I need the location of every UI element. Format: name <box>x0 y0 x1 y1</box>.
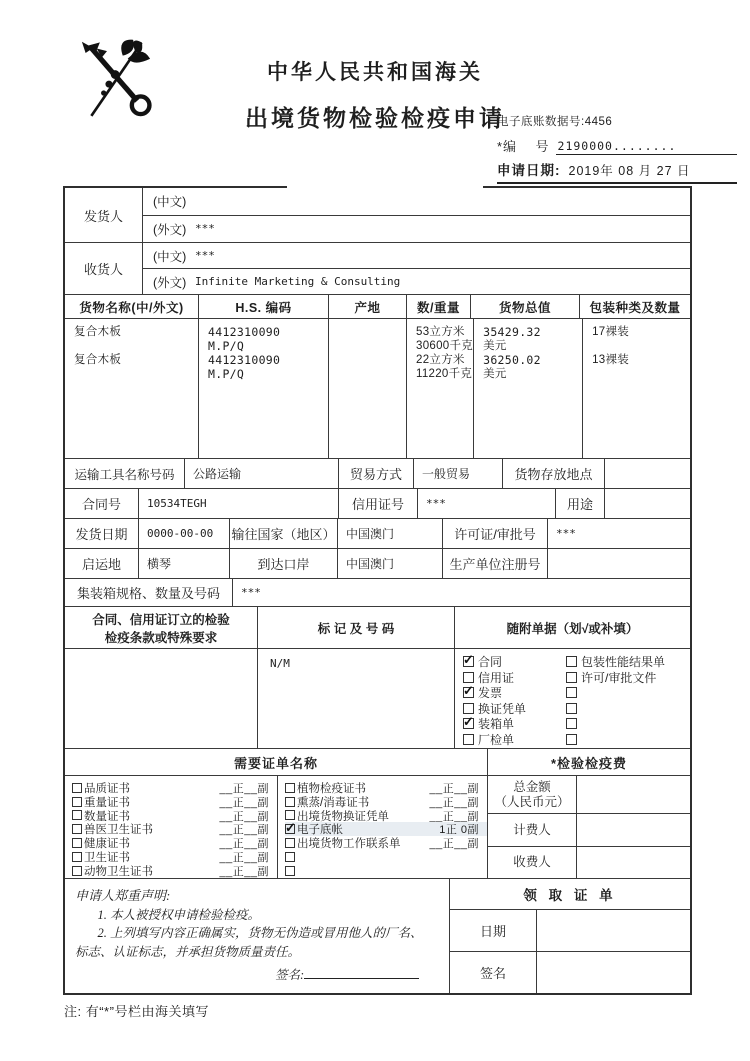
chinese-sublabel: (中文) <box>153 195 187 210</box>
serial-value: 2190000........ <box>556 139 737 155</box>
marks-body-row <box>65 648 690 748</box>
permit-value: *** <box>547 519 690 548</box>
checkbox-icon <box>285 838 295 848</box>
certificate-item: 重量证书 __正__副 <box>72 795 277 809</box>
trade-mode-value: 一般贸易 <box>413 459 502 488</box>
currency: 美元 <box>483 368 507 380</box>
consignee-row <box>65 242 690 294</box>
departure-row <box>65 548 690 578</box>
collector-label: 收费人 <box>513 855 551 870</box>
storage-location-label: 货物存放地点 <box>502 459 604 488</box>
quantity: 22立方米 <box>416 354 465 366</box>
footer-note: 注: 有“*”号栏由海关填写 <box>64 1004 209 1019</box>
consignee-fn-value: Infinite Marketing & Consulting <box>195 275 401 288</box>
checkbox-icon <box>463 718 474 729</box>
hs-suffix: M.P/Q <box>208 339 245 353</box>
origin <box>329 353 406 367</box>
weight: 11220千克 <box>416 368 473 380</box>
pickup-section <box>449 879 690 993</box>
certificate-item: 植物检疫证书 __正__副 <box>285 781 487 795</box>
package: 17裸装 <box>592 326 630 338</box>
application-date-value: 2019年 08 月 27 日 <box>568 164 691 178</box>
checkbox-icon <box>566 718 577 729</box>
attached-doc-item <box>566 732 690 748</box>
certificate-item: 数量证书 __正__副 <box>72 809 277 823</box>
header-titles <box>210 56 540 133</box>
certificates-body-row <box>65 775 690 878</box>
goods-value-cell <box>473 319 582 458</box>
marks-header-row <box>65 606 690 648</box>
hs-code: 4412310090 <box>208 353 281 367</box>
goods-name: 复合木板 <box>74 326 122 338</box>
currency: 美元 <box>483 340 507 352</box>
trade-mode-label: 贸易方式 <box>338 459 413 488</box>
goods-package-cell <box>582 319 693 458</box>
goods-col-hs: H.S. 编码 <box>198 295 328 318</box>
lc-number-value: *** <box>417 489 555 518</box>
fee-header: *检验检疫费 <box>487 749 690 775</box>
goods-col-origin: 产地 <box>328 295 406 318</box>
consignor-fn-value: *** <box>195 222 215 236</box>
attached-doc-item <box>566 685 690 701</box>
checkbox-icon <box>463 703 474 714</box>
goods-col-qty: 数/重量 <box>406 295 470 318</box>
marks-header: 标 记 及 号 码 <box>257 607 454 648</box>
sign-label: 签名: <box>275 967 305 982</box>
consignor-label: 发货人 <box>83 208 123 224</box>
checkbox-icon <box>566 703 577 714</box>
attached-doc-item <box>566 701 690 717</box>
checkbox-icon <box>285 797 295 807</box>
transport-label: 运输工具名称号码 <box>74 467 175 482</box>
origin <box>329 325 406 339</box>
certificate-item: 品质证书 __正__副 <box>72 781 277 795</box>
eaccount-number: 电子底账数据号:4456 <box>497 116 613 128</box>
checkbox-icon <box>285 810 295 820</box>
container-value: *** <box>232 579 690 606</box>
checkbox-icon <box>463 734 474 745</box>
consignee-cn-field <box>143 243 690 268</box>
goods-table-body <box>65 318 690 458</box>
checkbox-icon <box>285 783 295 793</box>
transport-row <box>65 458 690 488</box>
attached-docs-left <box>454 649 558 748</box>
departure-value: 横琴 <box>138 549 229 578</box>
declaration-title: 申请人郑重声明: <box>75 888 171 903</box>
certificate-item: 熏蒸/消毒证书 __正__副 <box>285 795 487 809</box>
certificate-item-electronic-ledger: ✓ 电子底帐 1正 0副 <box>285 822 487 836</box>
foreign-sublabel: (外文) <box>153 275 187 290</box>
attached-doc-item: 信用证 <box>463 670 558 686</box>
certificates-header-row <box>65 748 690 775</box>
declaration-row <box>65 878 690 993</box>
fee-section <box>487 776 690 878</box>
goods-qty-cell <box>406 319 473 458</box>
contract-number-label: 合同号 <box>81 497 121 512</box>
lc-number-label: 信用证号 <box>338 489 417 518</box>
goods-col-package: 包装种类及数量 <box>579 295 690 318</box>
customs-emblem-icon <box>70 34 162 122</box>
pickup-header: 领 取 证 单 <box>523 888 617 903</box>
total-amount-value <box>576 776 690 813</box>
certificate-item: 动物卫生证书 __正__副 <box>72 864 277 878</box>
ship-date-value: 0000-00-00 <box>138 519 229 548</box>
certificates-header: 需要证单名称 <box>233 755 318 771</box>
attached-doc-item: 厂检单 <box>463 732 558 748</box>
quantity: 53立方米 <box>416 326 465 338</box>
goods-table-header <box>65 294 690 318</box>
attached-doc-item: ✓ 合同 <box>463 654 558 670</box>
biller-label: 计费人 <box>513 822 551 837</box>
declaration-line1: 1. 本人被授权申请检验检疫。 <box>97 907 261 922</box>
declaration-sign-field <box>75 966 439 985</box>
usage-label: 用途 <box>555 489 604 518</box>
org-title: 中华人民共和国海关 <box>267 61 483 84</box>
attached-doc-item <box>566 716 690 732</box>
attached-doc-item: ✓ 发票 <box>463 685 558 701</box>
consignee-label: 收货人 <box>83 262 123 277</box>
pickup-sign-value <box>536 952 690 993</box>
goods-col-value: 货物总值 <box>470 295 579 318</box>
checkbox-icon <box>285 866 295 876</box>
usage-value <box>604 489 690 518</box>
biller-value <box>576 814 690 846</box>
attached-doc-item: 许可/审批文件 <box>566 670 690 686</box>
checkbox-icon <box>566 687 577 698</box>
hs-suffix: M.P/Q <box>208 367 245 381</box>
certificate-item <box>285 864 487 878</box>
declaration-line3: 标志、认证标志，并承担货物质量责任。 <box>75 945 301 959</box>
certificate-item <box>285 850 487 864</box>
arrival-port-value: 中国澳门 <box>337 549 442 578</box>
foreign-sublabel: (外文) <box>153 222 187 237</box>
checkbox-icon <box>566 656 577 667</box>
goods-col-name: 货物名称(中/外文) <box>79 300 184 315</box>
contract-row <box>65 488 690 518</box>
clause-value <box>65 649 257 748</box>
checkbox-icon <box>566 734 577 745</box>
goods-origin-cell <box>328 319 406 458</box>
checkbox-icon <box>285 824 295 834</box>
application-form-table <box>63 186 692 995</box>
producer-reg-label: 生产单位注册号 <box>442 549 547 578</box>
checkbox-icon <box>463 687 474 698</box>
declaration-text <box>65 879 449 993</box>
checkbox-icon <box>72 852 82 862</box>
weight: 30600千克 <box>416 340 474 352</box>
total-value: 36250.02 <box>483 353 541 367</box>
package: 13裸装 <box>592 354 630 366</box>
certificates-list-left <box>65 776 277 878</box>
serial-number-field <box>497 136 737 155</box>
pickup-date-value <box>536 910 690 951</box>
collector-value <box>576 847 690 878</box>
checkbox-icon <box>285 852 295 862</box>
checkbox-icon <box>72 783 82 793</box>
chinese-sublabel: (中文) <box>153 249 187 264</box>
departure-label: 启运地 <box>81 557 121 572</box>
marks-value: N/M <box>257 649 454 748</box>
consignee-fn-field <box>143 268 690 294</box>
serial-label: *编 号 <box>497 139 550 154</box>
attached-docs-right <box>558 649 690 748</box>
permit-label: 许可证/审批号 <box>442 519 547 548</box>
transport-value: 公路运输 <box>184 459 338 488</box>
certificate-item: 出境货物工作联系单 __正__副 <box>285 836 487 850</box>
certificates-list-middle <box>277 776 487 878</box>
declaration-line2: 2. 上列填写内容正确属实，货物无伪造或冒用他人的厂名、 <box>97 926 423 941</box>
checkbox-icon <box>72 810 82 820</box>
consignee-cn-value: *** <box>195 249 215 262</box>
arrival-port-label: 到达口岸 <box>229 549 337 578</box>
checkbox-icon <box>72 824 82 834</box>
certificate-item: 健康证书 __正__副 <box>72 836 277 850</box>
attached-doc-item: 换证凭单 <box>463 701 558 717</box>
checkbox-icon <box>72 797 82 807</box>
application-date-label: 申请日期: <box>497 163 561 178</box>
application-date-field <box>497 159 737 184</box>
checkbox-icon <box>72 866 82 876</box>
destination-label: 输往国家（地区） <box>229 519 337 548</box>
biller-field <box>488 813 690 846</box>
contract-number-value: 10534TEGH <box>138 489 338 518</box>
attached-doc-item: 包装性能结果单 <box>566 654 690 670</box>
storage-location-value <box>604 459 690 488</box>
consignor-fn-field <box>143 215 690 243</box>
checkbox-icon <box>463 656 474 667</box>
certificate-item: 兽医卫生证书 __正__副 <box>72 822 277 836</box>
hs-code: 4412310090 <box>208 325 281 339</box>
goods-name: 复合木板 <box>74 354 122 366</box>
container-row <box>65 578 690 606</box>
certificate-item: 出境货物换证凭单 __正__副 <box>285 809 487 823</box>
pickup-date-label: 日期 <box>479 924 506 939</box>
certificate-item: 卫生证书 __正__副 <box>72 850 277 864</box>
goods-name-cell <box>65 319 198 458</box>
pickup-date-field <box>450 909 690 951</box>
pickup-sign-field <box>450 951 690 993</box>
checkbox-icon <box>463 672 474 683</box>
pickup-sign-label: 签名 <box>479 966 506 981</box>
collector-field <box>488 846 690 878</box>
destination-value: 中国澳门 <box>337 519 442 548</box>
producer-reg-value <box>547 549 690 578</box>
ship-date-row <box>65 518 690 548</box>
header-info <box>497 113 737 184</box>
total-value: 35429.32 <box>483 325 541 339</box>
redaction-overlay <box>287 184 483 213</box>
checkbox-icon <box>566 672 577 683</box>
signature-blank <box>304 967 419 979</box>
form-title: 出境货物检验检疫申请 <box>245 105 505 131</box>
ship-date-label: 发货日期 <box>75 527 128 542</box>
goods-hs-cell <box>198 319 328 458</box>
total-amount-field <box>488 776 690 813</box>
total-amount-label: 总金额 （人民币元） <box>494 780 570 809</box>
clause-header: 合同、信用证订立的检验 检疫条款或特殊要求 <box>92 612 230 645</box>
checkbox-icon <box>72 838 82 848</box>
container-label: 集装箱规格、数量及号码 <box>76 586 220 601</box>
attached-docs-header: 随附单据（划√或补填） <box>454 607 690 648</box>
attached-doc-item: ✓ 装箱单 <box>463 716 558 732</box>
